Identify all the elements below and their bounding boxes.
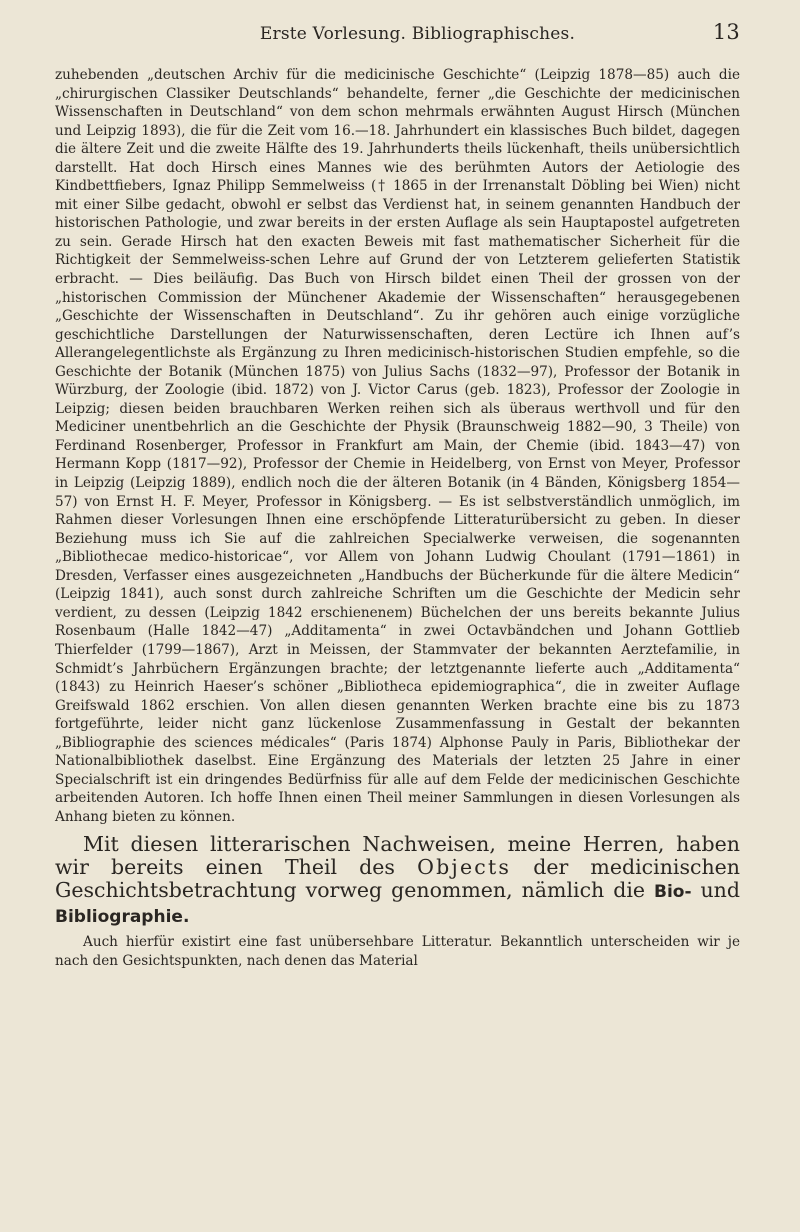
paragraph-2-und: und	[691, 878, 740, 903]
page-number: 13	[712, 20, 740, 44]
page-header	[55, 20, 740, 44]
paragraph-2-objects: Objects	[417, 855, 512, 880]
paragraph-2-text-2: der medicinischen Geschichtsbetrachtung vorweg genommen, nämlich die	[55, 855, 740, 903]
paragraph-2-bibliographie: Bibliographie.	[55, 907, 190, 928]
paragraph-3: Auch hierfür existirt eine fast unübersehbare Litteratur. Bekanntlich unterscheiden wir je nach den Gesichtspunkten, nach denen das Material	[55, 934, 740, 969]
paragraph-1: zuhebenden „deutschen Archiv für die medicinische Geschichte“ (Leipzig 1878—85) auch die „chirurgischen Classiker Deutschlands“ behandelte, ferner „die Geschichte der medicinischen Wissenschaften in Deutschland“ von dem schon mehrmals erwähnten August Hirsch (München und Leipzig 1893), die für die Zeit vom 16.—18. Jahrhundert ein klassisches Buch bildet, dagegen die ältere Zeit und die zweite Hälfte des 19. Jahrhunderts theils lückenhaft, theils unübersichtlich darstellt. Hat doch Hirsch eines Mannes wie des berühmten Autors der Aetiologie des Kindbettfiebers, Ignaz Philipp Semmelweiss († 1865 in der Irrenanstalt Döbling bei Wien) nicht mit einer Silbe gedacht, obwohl er selbst das Verdienst hat, in seinem genannten Handbuch der historischen Pathologie, und zwar bereits in der ersten Auflage als sein Hauptapostel aufgetreten zu sein. Gerade Hirsch hat den exacten Beweis mit fast mathematischer Sicherheit für die Richtigkeit der Semmelweiss-schen Lehre auf Grund der von Letzterem gelieferten Statistik erbracht. — Dies beiläufig. Das Buch von Hirsch bildet einen Theil der grossen von der „historischen Commission der Münchener Akademie der Wissenschaften“ herausgegebenen „Geschichte der Wissenschaften in Deutschland“. Zu ihr gehören auch einige vorzügliche geschichtliche Darstellungen der Naturwissenschaften, deren Lectüre ich Ihnen auf’s Allerangelegentlichste als Ergänzung zu Ihren medicinisch-historischen Studien empfehle, so die Geschichte der Botanik (München 1875) von Julius Sachs (1832—97), Professor der Botanik in Würzburg, der Zoologie (ibid. 1872) von J. Victor Carus (geb. 1823), Professor der Zoologie in Leipzig; diesen beiden brauchbaren Werken reihen sich als überaus werthvoll und für den Mediciner unentbehrlich an die Geschichte der Physik (Braunschweig 1882—90, 3 Theile) von Ferdinand Rosenberger, Professor in Frankfurt am Main, der Chemie (ibid. 1843—47) von Hermann Kopp (1817—92), Professor der Chemie in Heidelberg, von Ernst von Meyer, Professor in Leipzig (Leipzig 1889), endlich noch die der älteren Botanik (in 4 Bänden, Königsberg 1854—57) von Ernst H. F. Meyer, Professor in Königsberg. — Es ist selbstverständlich unmöglich, im Rahmen dieser Vorlesungen Ihnen eine erschöpfende Litteraturübersicht zu geben. In dieser Beziehung muss ich Sie auf die zahlreichen Specialwerke verweisen, die sogenannten „Bibliothecae medico-historicae“, vor Allem von Johann Ludwig Choulant (1791—1861) in Dresden, Verfasser eines ausgezeichneten „Handbuchs der Bücherkunde für die ältere Medicin“ (Leipzig 1841), auch sonst durch zahlreiche Schriften um die Geschichte der Medicin sehr verdient, zu dessen (Leipzig 1842 erschienenem) Büchelchen der uns bereits bekannte Julius Rosenbaum (Halle 1842—47) „Additamenta“ in zwei Octavbändchen und Johann Gottlieb Thierfelder (1799—1867), Arzt in Meissen, der Stammvater der bekannten Aerztefamilie, in Schmidt’s Jahrbüchern Ergänzungen brachte; der letztgenannte lieferte auch „Additamenta“ (1843) zu Heinrich Haeser’s schöner „Bibliotheca epidemiographica“, die in zweiter Auflage Greifswald 1862 erschien. Von allen diesen genannten Werken brachte eine bis zu 1873 fortgeführte, leider nicht ganz lückenlose Zusammenfassung in Gestalt der bekannten „Bibliographie des sciences médicales“ (Paris 1874) Alphonse Pauly in Paris, Bibliothekar der Nationalbibliothek daselbst. Eine Ergänzung des Materials der letzten 25 Jahre in einer Specialschrift ist ein dringendes Bedürfniss für alle auf dem Felde der medicinischen Geschichte arbeitenden Autoren. Ich hoffe Ihnen einen Theil meiner Sammlungen in diesen Vorlesungen als Anhang bieten zu können.	[55, 67, 740, 825]
paragraph-2	[55, 833, 740, 929]
paragraph-2-bio: Bio-	[653, 882, 692, 903]
paragraph-2-text-1: Mit diesen litterarischen Nachweisen, meine Herren, haben wir bereits einen Theil des	[55, 832, 740, 880]
running-title: Erste Vorlesung. Bibliographisches.	[259, 24, 576, 44]
